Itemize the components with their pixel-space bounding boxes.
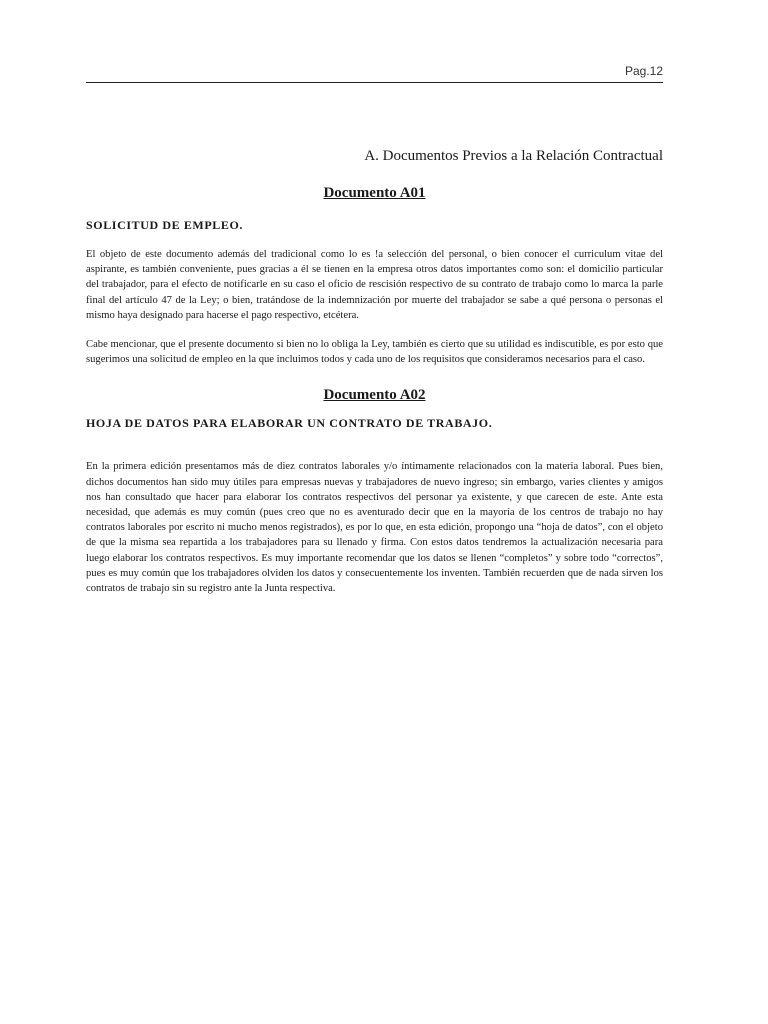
section-title: A. Documentos Previos a la Relación Contractual — [364, 148, 663, 164]
document-a02-heading: Documento A02 — [323, 387, 426, 404]
document-a01-subheading: SOLICITUD DE EMPLEO. — [86, 218, 244, 232]
document-body — [86, 148, 663, 596]
document-a02-subheading: HOJA DE DATOS PARA ELABORAR UN CONTRATO DE TRABAJO. — [86, 416, 493, 431]
document-a01-paragraph-1: El objeto de este documento además del tradicional como lo es !a selección del personal, o bien conocer el curriculum vitae del aspirante, es también conveniente, pues gracias a él se tienen en la empresa otros datos importantes como son: el domicilio particular del trabajador, para el efecto de notificarle en su caso el oficio de rescisión respectivo de su contrato de trabajo como lo marca la parle final del artículo 47 de la Ley; o bien, tratándose de la indemnización por muerte del trabajador se sabe a qué persona o personas el mismo haya designado para hacerse el pago respectivo, etcétera. — [86, 249, 663, 321]
page-number: Pag.12 — [624, 64, 663, 78]
document-a01-heading: Documento A01 — [323, 185, 426, 201]
page-header — [86, 64, 663, 83]
document-a02-paragraph-1: En la primera edición presentamos más de diez contratos laborales y/o íntimamente relacionados con la materia laboral. Pues bien, dichos documentos han sido muy útiles para empresas nuevas y trabajadores de nuevo ingreso; sin embargo, varies clientes y amigos nos han consultado que hacer para elaborar los contratos respectivos del personar ya existente, y que carecen de este. Ante esta necesidad, que además es muy común (pues creo que no es aventurado decir que en la mayoría de los centros de trabajo no hay contratos laborales por escrito ni mucho menos registrados), es por lo que, en esta edición, propongo una “hoja de datos”, con el objeto de que la misma sea repartida a los trabajadores para su llenado y firma. Con estos datos tendremos la actualización necesaria para luego elaborar los contratos respectivos. Es muy importante recomendar que los datos se llenen “completos” y sobre todo “correctos”, pues es muy común que los trabajadores olviden los datos y consecuentemente los inventen. También recuerden que de nada sirven los contratos de trabajo sin su registro ante la Junta respectiva. — [86, 461, 663, 595]
document-a01-paragraph-2: Cabe mencionar, que el presente documento si bien no lo obliga la Ley, también es cierto que su utilidad es indiscutible, es por esto que sugerimos una solicitud de empleo en la que incluimos todos y cada uno de los requisitos que consideramos necesarios para el caso. — [86, 339, 663, 366]
